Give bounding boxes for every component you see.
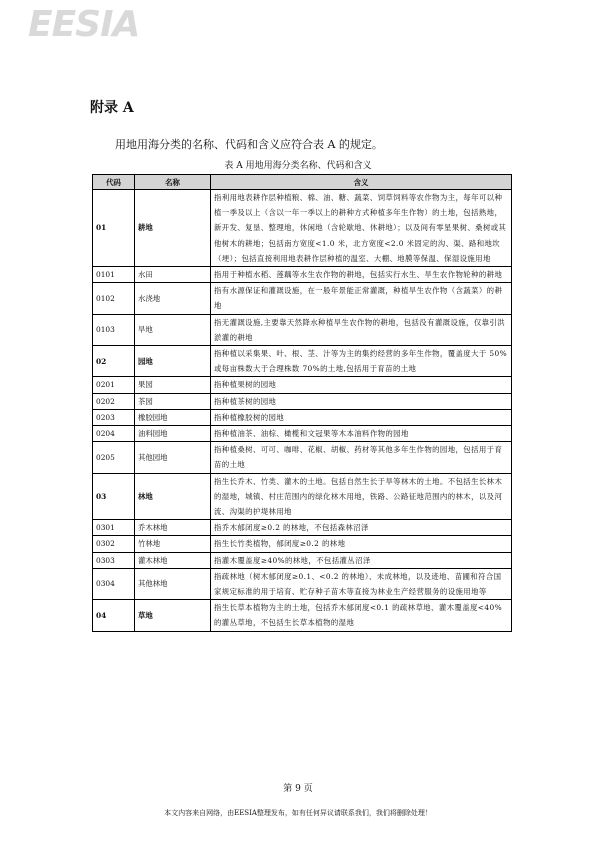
row-code-cell: 0301 — [93, 520, 135, 536]
land-classification-table — [92, 174, 512, 632]
row-name-cell: 草地 — [135, 600, 211, 631]
table-row — [93, 393, 512, 409]
footer-note: 本文内容来自网络，由EESIA整理发布，如有任何异议请联系我们，我们将删除处理！ — [164, 809, 432, 817]
table-row — [93, 442, 512, 473]
row-code-cell: 0204 — [93, 426, 135, 442]
table-row — [93, 190, 512, 267]
row-desc-cell: 指利用地表耕作层种植粮、棉、油、糖、蔬菜、饲草饲料等农作物为主，每年可以种植一季及以上（含以一年一季以上的耕种方式种植多年生作物）的土地，包括熟地，新开发、复垦、整理地，休闲地（含轮歇地、休耕地）；以及间有零星果树、桑树或其他树木的耕地；包括南方宽度<1.0 米，北方宽度<2.0 米固定的沟、渠、路和地坎（埂）；包括直接利用地表耕作层种植的温室、大棚、地膜等保温、保湿设施用地 — [211, 190, 512, 267]
row-desc-cell: 指种植油茶、油棕、橄榄和文冠果等木本油料作物的园地 — [211, 426, 512, 442]
appendix-title: 附录 A — [90, 100, 134, 116]
row-desc-cell: 指灌木覆盖度≥40%的林地，不包括灌丛沼泽 — [211, 552, 512, 568]
row-desc-cell: 指种植橡胶树的园地 — [211, 409, 512, 425]
row-name-cell: 水浇地 — [135, 283, 211, 314]
table-caption: 表 A 用地用海分类名称、代码和含义 — [224, 161, 372, 171]
row-desc-cell: 指用于种植水稻、莲藕等水生农作物的耕地，包括实行水生、旱生农作物轮种的耕地 — [211, 267, 512, 283]
row-name-cell: 耕地 — [135, 190, 211, 267]
row-name-cell: 旱地 — [135, 314, 211, 345]
row-code-cell: 0203 — [93, 409, 135, 425]
page-number: 第 9 页 — [283, 784, 313, 794]
table-header-row — [93, 175, 512, 190]
row-name-cell: 乔木林地 — [135, 520, 211, 536]
row-code-cell: 0201 — [93, 377, 135, 393]
row-name-cell: 果园 — [135, 377, 211, 393]
row-name-cell: 橡胶园地 — [135, 409, 211, 425]
table-row — [93, 600, 512, 631]
row-code-cell: 0202 — [93, 393, 135, 409]
header-code: 代码 — [93, 175, 135, 190]
row-code-cell: 0205 — [93, 442, 135, 473]
row-name-cell: 灌木林地 — [135, 552, 211, 568]
row-desc-cell: 指种植茶树的园地 — [211, 393, 512, 409]
row-code-cell: 04 — [93, 600, 135, 631]
table-row — [93, 552, 512, 568]
row-desc-cell: 指种植桑树、可可、咖啡、花椒、胡椒、药材等其他多年生作物的园地，包括用于育苗的土地 — [211, 442, 512, 473]
row-desc-cell: 指生长草本植物为主的土地，包括乔木郁闭度<0.1 的疏林草地、灌木覆盖度<40%的灌丛草地，不包括生长草本植物的湿地 — [211, 600, 512, 631]
row-code-cell: 01 — [93, 190, 135, 267]
row-desc-cell: 指种植果树的园地 — [211, 377, 512, 393]
row-name-cell: 林地 — [135, 473, 211, 520]
header-name: 名称 — [135, 175, 211, 190]
row-desc-cell: 指无灌溉设施,主要靠天然降水种植旱生农作物的耕地，包括没有灌溉设施，仅靠引洪淤灌的耕地 — [211, 314, 512, 345]
header-meaning: 含义 — [211, 175, 512, 190]
row-name-cell: 油料园地 — [135, 426, 211, 442]
row-name-cell: 茶园 — [135, 393, 211, 409]
row-code-cell: 0102 — [93, 283, 135, 314]
table-row — [93, 520, 512, 536]
eesia-watermark-logo: EESIA — [28, 4, 140, 45]
table-row — [93, 267, 512, 283]
row-desc-cell: 指种植以采集果、叶、根、茎、汁等为主的集约经营的多年生作物，覆盖度大于 50%或每亩株数大于合理株数 70%的土地,包括用于育苗的土地 — [211, 346, 512, 377]
row-name-cell: 其他林地 — [135, 568, 211, 599]
table-row — [93, 536, 512, 552]
row-name-cell: 园地 — [135, 346, 211, 377]
table-row — [93, 314, 512, 345]
row-name-cell: 其他园地 — [135, 442, 211, 473]
table-row — [93, 568, 512, 599]
row-code-cell: 0302 — [93, 536, 135, 552]
row-code-cell: 0304 — [93, 568, 135, 599]
row-desc-cell: 指乔木郁闭度≥0.2 的林地，不包括森林沼泽 — [211, 520, 512, 536]
intro-paragraph: 用地用海分类的名称、代码和含义应符合表 A 的规定。 — [115, 138, 383, 151]
table-row — [93, 426, 512, 442]
row-desc-cell: 指生长竹类植物，郁闭度≥0.2 的林地 — [211, 536, 512, 552]
table-row — [93, 346, 512, 377]
table-body — [93, 190, 512, 632]
row-code-cell: 03 — [93, 473, 135, 520]
table-row — [93, 283, 512, 314]
row-desc-cell: 指有水源保证和灌溉设施，在一般年景能正常灌溉，种植旱生农作物（含蔬菜）的耕地 — [211, 283, 512, 314]
table-row — [93, 409, 512, 425]
row-desc-cell: 指生长乔木、竹类、灌木的土地。包括自然生长于旱等林木的土地。不包括生长林木的湿地，城镇、村庄范围内的绿化林木用地，铁路、公路征地范围内的林木，以及河流、沟渠的护堤林用地 — [211, 473, 512, 520]
table-row — [93, 473, 512, 520]
row-name-cell: 水田 — [135, 267, 211, 283]
table-row — [93, 377, 512, 393]
row-code-cell: 02 — [93, 346, 135, 377]
row-code-cell: 0101 — [93, 267, 135, 283]
row-name-cell: 竹林地 — [135, 536, 211, 552]
row-code-cell: 0303 — [93, 552, 135, 568]
row-desc-cell: 指疏林地（树木郁闭度≥0.1、<0.2 的林地）、未成林地，以及迹地、苗圃和符合国家规定标准的用于培育、贮存种子苗木等直接为林业生产经营服务的设施用地等 — [211, 568, 512, 599]
row-code-cell: 0103 — [93, 314, 135, 345]
